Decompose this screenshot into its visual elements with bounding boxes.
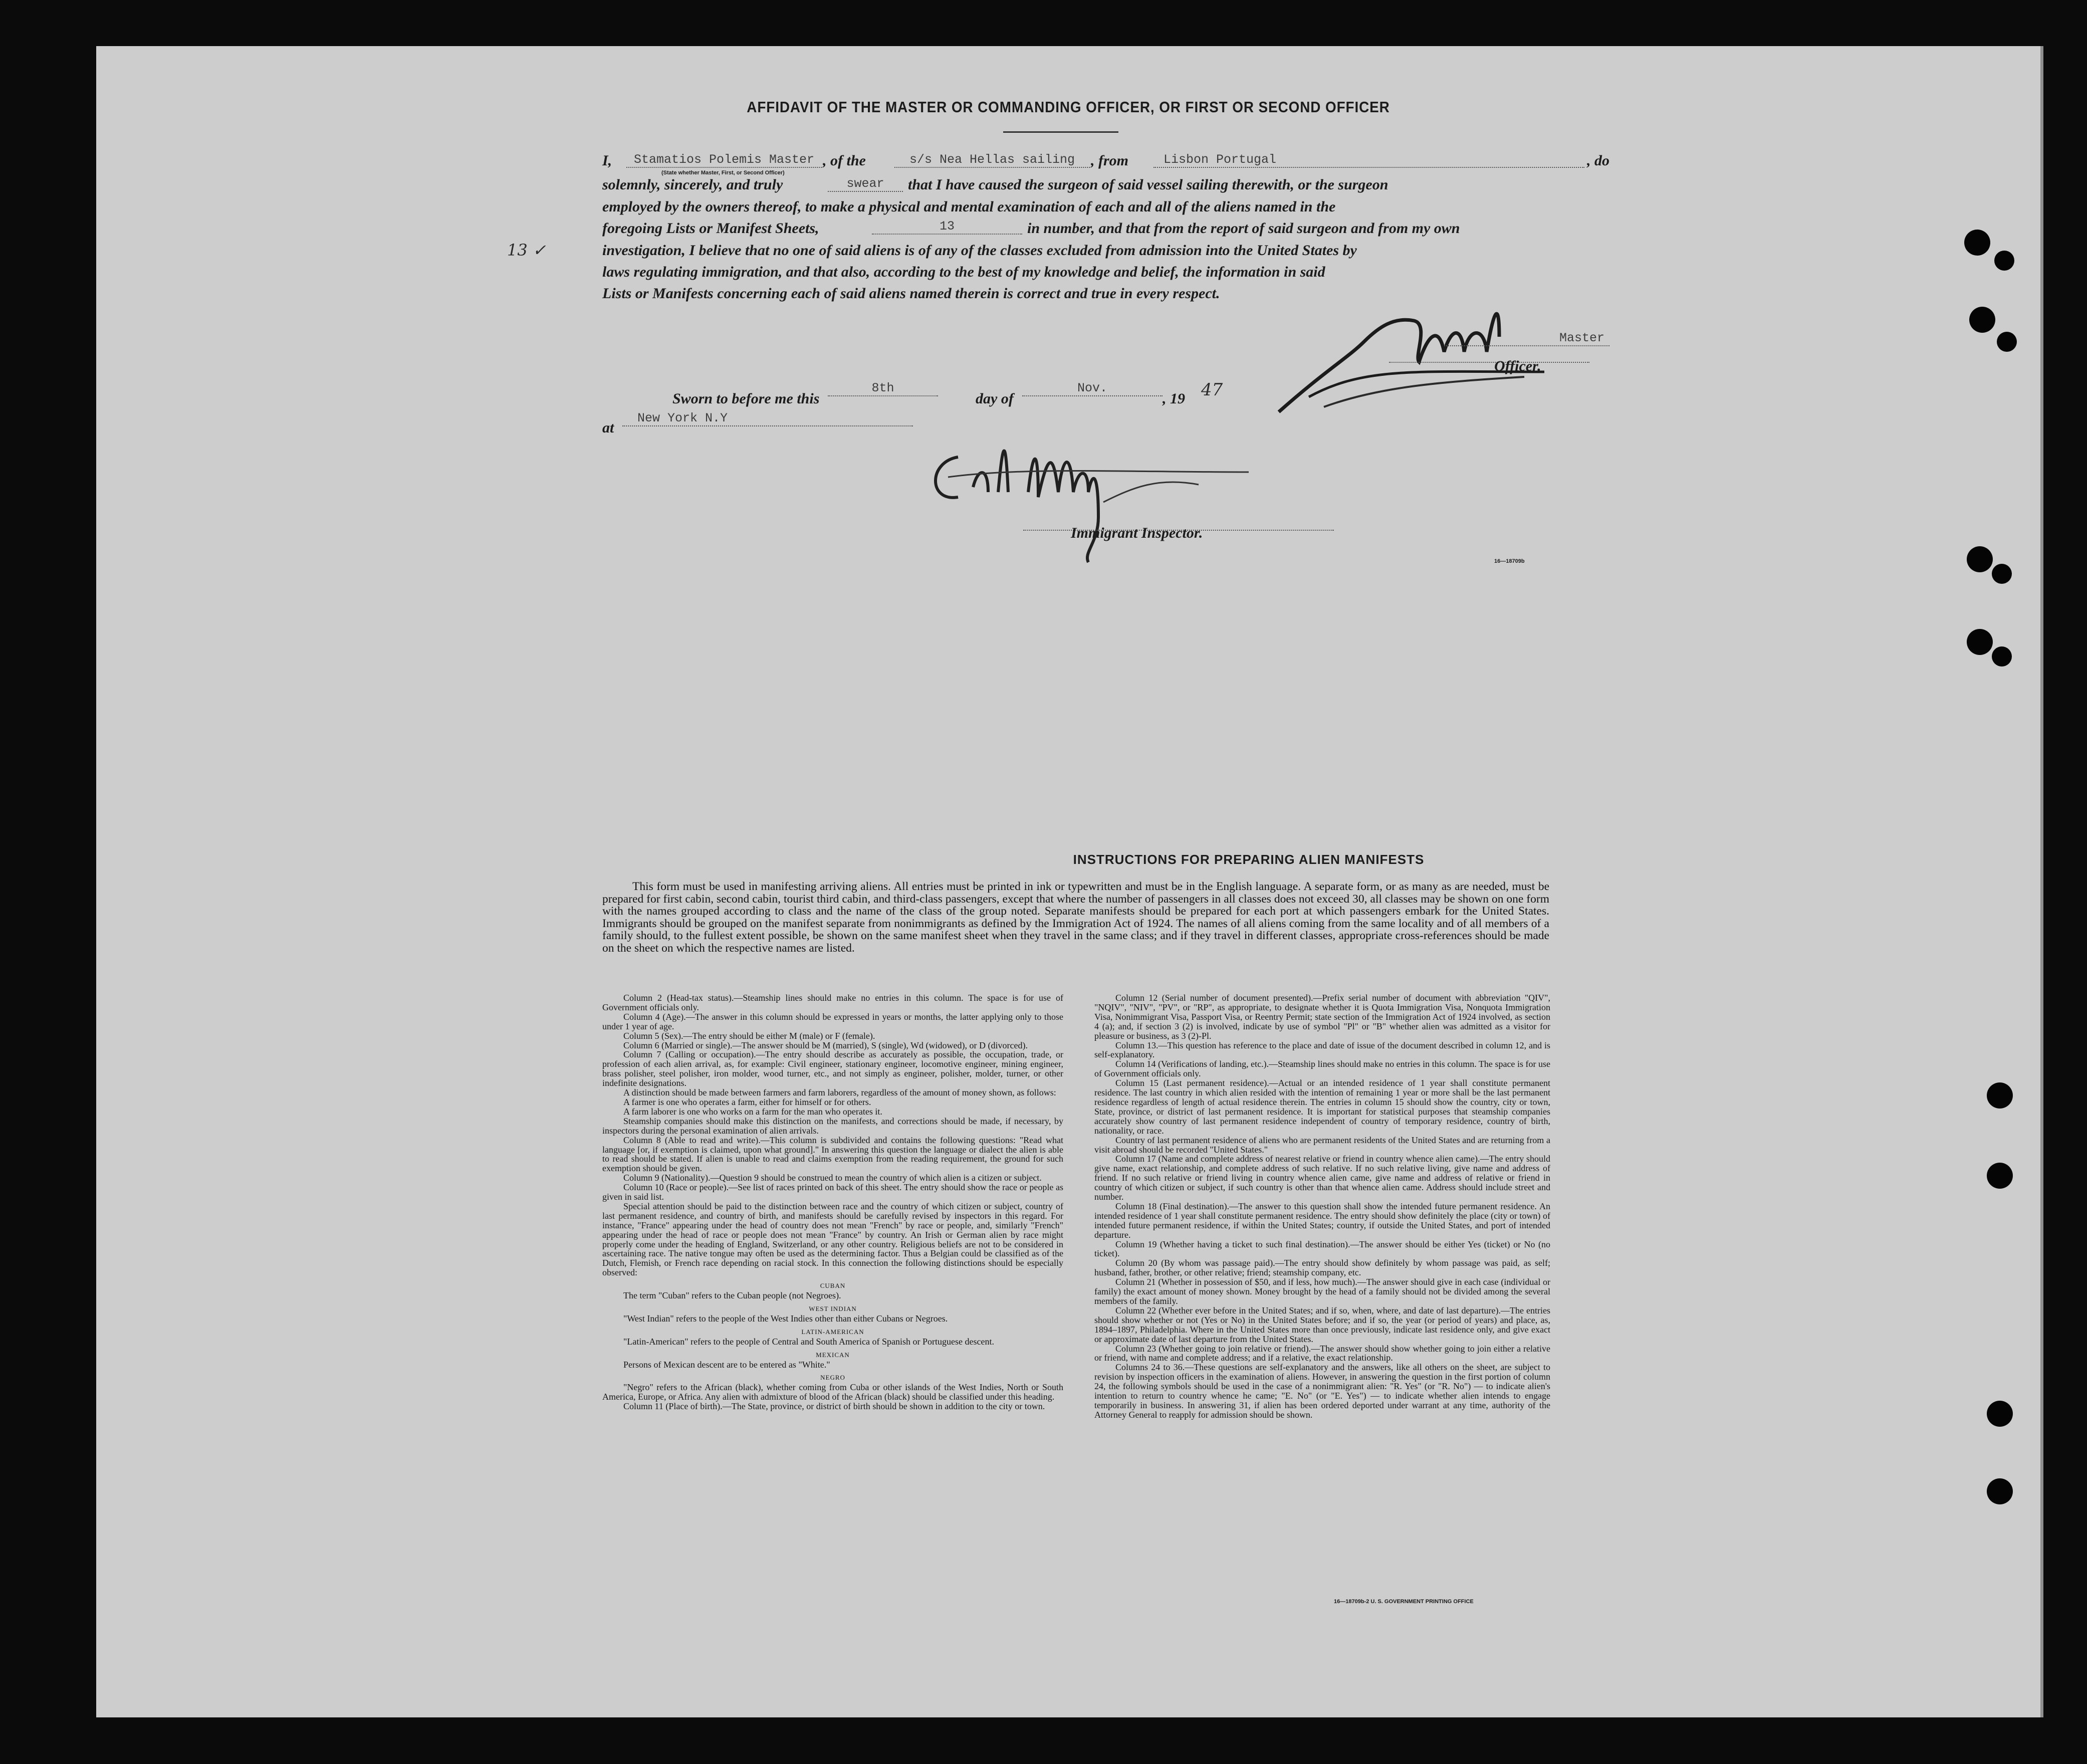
from-label: , from — [1091, 152, 1128, 169]
punch-hole — [1992, 646, 2012, 667]
instruction-paragraph: Column 14 (Verifications of landing, etc.).—Steamship lines should make no entries in this column. The space is for use of Government officials only. — [1094, 1059, 1550, 1079]
at-label: at — [602, 419, 614, 436]
punch-hole — [1997, 332, 2017, 352]
instruction-paragraph: Column 11 (Place of birth).—The State, province, or district of birth should be shown in addition to the city or town. — [623, 1401, 1045, 1412]
instruction-paragraph: Column 18 (Final destination).—The answer to this question shall show the intended future permanent residence. An intended residence of 1 year shall constitute permanent residence. The entry should show definitely the place (city or town) of intended future permanent residence, if within the United States; country, if outside the United States, and port of intended departure. — [1094, 1201, 1550, 1240]
instruction-paragraph: Column 9 (Nationality).—Question 9 should be construed to mean the country of which alien is a citizen or subject. — [623, 1173, 1042, 1183]
instructions-left-column — [602, 993, 1063, 1411]
sheet-count-field: 13 — [872, 219, 1022, 235]
instruction-paragraph: Column 17 (Name and complete address of nearest relative or friend in country whence alien came).—The entry should give name, exact relationship, and complete address of such relative. If no such relative living, give name and address of friend. If no such relative or friend living in country whence alien came, give name and address of relative or friend in country of which citizen or subject, if such country is other than that whence alien came. Address should include street and number. — [1094, 1154, 1550, 1202]
instruction-paragraph: "West Indian" refers to the people of the West Indies other than either Cubans or Negroes. — [623, 1313, 948, 1324]
instruction-paragraph: Column 10 (Race or people).—See list of races printed on back of this sheet. The entry should show the race or people as given in said list. — [602, 1182, 1063, 1202]
affidavit-title: AFFIDAVIT OF THE MASTER OR COMMANDING OFFICER, OR FIRST OR SECOND OFFICER — [747, 98, 1390, 116]
officer-rank-field: Master — [1444, 331, 1609, 346]
instruction-paragraph: The term "Cuban" refers to the Cuban people (not Negroes). — [623, 1290, 841, 1301]
inspector-signature — [898, 427, 1399, 577]
instruction-paragraph: Column 8 (Able to read and write).—This column is subdivided and contains the following questions: "Read what language [or, if exemption is claimed, upon what ground]." In answering this question the language or dialect the alien is able to read should be stated. If alien is unable to read and claims exemption from the reading requirement, the ground for such exemption should be given. — [602, 1135, 1063, 1174]
affidavit-line-6: laws regulating immigration, and that also, according to the best of my knowledge and belief, the information in said — [602, 264, 1325, 280]
punch-hole — [1987, 1478, 2013, 1504]
of-the-label: , of the — [823, 152, 866, 169]
punch-hole — [1969, 307, 1995, 333]
section-heading: CUBAN — [820, 1282, 846, 1290]
punch-hole — [1967, 629, 1993, 655]
instructions-right-column — [1094, 993, 1550, 1420]
instruction-paragraph: Column 23 (Whether going to join relative or friend).—The answer should show whether going to join either a relative or friend, with name and complete address; and if a relative, the exact relationship. — [1094, 1343, 1550, 1363]
do-label: , do — [1587, 152, 1609, 169]
port-field: Lisbon Portugal — [1153, 152, 1584, 168]
day-of-label: day of — [976, 390, 1014, 407]
instruction-paragraph: A farm laborer is one who works on a farm for the man who operates it. — [623, 1106, 882, 1117]
officer-label: Officer. — [1494, 358, 1541, 374]
year-handwritten: 47 — [1201, 380, 1223, 400]
instruction-paragraph: A farmer is one who operates a farm, either for himself or for others. — [623, 1096, 871, 1107]
oath-word-field: swear — [828, 176, 903, 192]
section-heading: NEGRO — [820, 1374, 845, 1382]
punch-hole — [1994, 251, 2014, 271]
instruction-paragraph: Column 5 (Sex).—The entry should be either M (male) or F (female). — [623, 1030, 875, 1041]
instruction-paragraph: "Latin-American" refers to the people of Central and South America of Spanish or Portuguese descent. — [623, 1336, 994, 1347]
instruction-paragraph: "Negro" refers to the African (black), whether coming from Cuba or other islands of the West Indies, North or South America, Europe, or Africa. Any alien with admixture of blood of the African (black) should be classified under this heading. — [602, 1382, 1063, 1402]
instruction-paragraph: Column 21 (Whether in possession of $50, and if less, how much).—The answer should give in each case (individual or family) the exact amount of money shown. Money brought by the head of a family should not be divided among the several members of the family. — [1094, 1277, 1550, 1306]
instruction-paragraph: Steamship companies should make this distinction on the manifests, and corrections should be made, if necessary, by inspectors during the personal examination of alien arrivals. — [602, 1116, 1063, 1136]
instructions-footer-code: 16—18709b-2 U. S. GOVERNMENT PRINTING OFFICE — [1334, 1599, 1474, 1605]
instruction-paragraph: Special attention should be paid to the distinction between race and the country of which citizen or subject, country of last permanent residence, and country of birth, and manifests should be carefully revised by inspectors in this regard. For instance, "France" appearing under the head of country does not mean "French" by race or people, and, similarly "French" appearing under the head of race or people does not mean "France" by country. An Irish or German alien by race might properly come under the heading of England, Switzerland, or any other country. Religious beliefs are not to be considered in ascertaining race. The native tongue may often be used as the determining factor. Thus a Belgian could be classified as of the Dutch, Flemish, or French race depending on racial stock. In this connection the following distinctions should be especially observed: — [602, 1201, 1063, 1278]
affidavit-line-4-start: foregoing Lists or Manifest Sheets, — [602, 220, 819, 237]
instruction-paragraph: Column 13.—This question has reference to the place and date of issue of the document described in column 12, and is self-explanatory. — [1094, 1040, 1550, 1060]
affidavit-line-7: Lists or Manifests concerning each of said aliens named therein is correct and true in every respect. — [602, 285, 1220, 302]
document-page — [96, 46, 2043, 1717]
inspector-label: Immigrant Inspector. — [1071, 525, 1203, 541]
instruction-paragraph: Column 7 (Calling or occupation).—The entry should describe as accurately as possible, the occupation, trade, or profession of each alien arrival, as, for example: Civil engineer, stationary engineer, locomotive engineer, mining engineer, brass polisher, steel polisher, iron molder, wood turner, etc., and not simply as engineer, polisher, molder, turner, or other indefinite designations. — [602, 1049, 1063, 1088]
punch-hole — [1964, 230, 1990, 256]
instruction-paragraph: A distinction should be made between farmers and farm laborers, regardless of the amount of money shown, as follows: — [623, 1087, 1056, 1098]
instruction-paragraph: Column 19 (Whether having a ticket to such final destination).—The answer should be either Yes (ticket) or No (no ticket). — [1094, 1239, 1550, 1259]
punch-hole — [1967, 546, 1993, 572]
instruction-paragraph: Column 4 (Age).—The answer in this column should be expressed in years or months, the latter applying only to those under 1 year of age. — [602, 1011, 1063, 1031]
title-divider — [1003, 131, 1118, 133]
affidavit-i-label: I, — [602, 152, 612, 169]
instruction-paragraph: Column 2 (Head-tax status).—Steamship lines should make no entries in this column. The space is for use of Government officials only. — [602, 993, 1063, 1012]
instruction-paragraph: Column 22 (Whether ever before in the United States; and if so, when, where, and date of last departure).—The entries should show whether or not (Yes or No) in the United States before; and if so, the year (or period of years) and place, as, 1894–1897, Philadelphia. Where in the United States more than once previously, indicate last residence only, and give exact or approximate date of last departure from the United States. — [1094, 1305, 1550, 1344]
instruction-paragraph: Columns 24 to 36.—These questions are self-explanatory and the answers, like all others on the sheet, are subject to revision by inspection officers in the examination of aliens. However, in answering the question in the first portion of column 24, the following symbols should be used in the case of a nonimmigrant alien: "R. Yes" (or "R. No") — to indicate alien's intention to return to country whence he came; "E. No" (or "E. Yes") — to indicate whether alien intends to engage temporarily in business. In answering 31, if alien has been ordered deported under warrant at any time, authority of the Attorney General to reapply for admission should be shown. — [1094, 1362, 1550, 1420]
punch-hole — [1987, 1401, 2013, 1427]
affidavit-form-code: 16—18709b — [1494, 558, 1525, 564]
year-prefix: , 19 — [1163, 390, 1185, 407]
section-heading: WEST INDIAN — [809, 1305, 857, 1312]
sworn-month-field: Nov. — [1022, 381, 1163, 396]
instruction-paragraph: Persons of Mexican descent are to be entered as "White." — [623, 1359, 830, 1370]
instruction-paragraph: Country of last permanent residence of aliens who are permanent residents of the United States and are returning from a visit abroad should be recorded "United States." — [1094, 1135, 1550, 1155]
officer-signature-line — [1389, 362, 1589, 363]
instructions-intro: This form must be used in manifesting arriving aliens. All entries must be printed in ink or typewritten and must be in the English language. A separate form, or as many as are needed, must be prepared for first cabin, second cabin, tourist third cabin, and third-class passengers, except that where the number of passengers in all classes does not exceed 30, all classes may be shown on one form with the names grouped according to class and the name of the class of the group noted. Separate manifests should be prepared for each port at which passengers embark for the United States. Immigrants should be grouped on the manifest separate from nonimmigrants as defined by the Immigration Act of 1924. The names of all aliens coming from the same locality and of all members of a family should, to the fullest extent possible, be shown on the same manifest sheet when they travel in the same class; and if they travel in different classes, appropriate cross-references should be made on the sheet on which the respective names are listed. — [602, 880, 1549, 955]
officer-rank-note: (State whether Master, First, or Second Officer) — [661, 170, 785, 176]
instruction-paragraph: Column 15 (Last permanent residence).—Actual or an intended residence of 1 year shall constitute permanent residence. The last country in which alien resided with the intention of remaining 1 year or more shall be the last permanent residence regardless of length of actual residence therein. The entries in column 15 should show the country, city or town, State, province, or district of last permanent residence. It is important for statistical purposes that steamship companies accurately show country of last permanent residence independent of country of temporary residence, country of birth, nationality, or race. — [1094, 1078, 1550, 1136]
instruction-paragraph: Column 6 (Married or single).—The answer should be M (married), S (single), Wd (widowed), or D (divorced). — [623, 1040, 1028, 1050]
section-heading: LATIN-AMERICAN — [801, 1328, 864, 1336]
punch-hole — [1992, 564, 2012, 584]
affidavit-line-3: employed by the owners thereof, to make a physical and mental examination of each and all of the aliens named in the — [602, 198, 1336, 215]
section-heading: MEXICAN — [816, 1351, 850, 1359]
affidavit-line-4-end: in number, and that from the report of said surgeon and from my own — [1027, 220, 1460, 237]
sworn-day-field: 8th — [828, 381, 938, 396]
margin-note: 13 ✓ — [507, 241, 546, 260]
affidavit-line-2-start: solemnly, sincerely, and truly — [602, 176, 783, 193]
instructions-title: INSTRUCTIONS FOR PREPARING ALIEN MANIFESTS — [1073, 852, 1425, 867]
sworn-label: Sworn to before me this — [672, 390, 820, 407]
punch-hole — [1987, 1163, 2013, 1189]
punch-hole — [1987, 1082, 2013, 1109]
location-field: New York N.Y — [622, 411, 913, 426]
vessel-field: s/s Nea Hellas sailing — [894, 152, 1090, 168]
affidavit-line-2-end: that I have caused the surgeon of said vessel sailing therewith, or the surgeon — [908, 176, 1388, 193]
officer-name-field: Stamatios Polemis Master — [626, 152, 822, 168]
instruction-paragraph: Column 20 (By whom was passage paid).—The entry should show definitely by whom passage was paid, as self; husband, father, brother, or other relative; friend; steamship company, etc. — [1094, 1258, 1550, 1278]
instruction-paragraph: Column 12 (Serial number of document presented).—Prefix serial number of document with abbreviation "QIV", "NQIV", "NIV", "PV", or "RP", as appropriate, to designate whether it is Quota Immigration Visa, Nonquota Immigration Visa, Nonimmigrant Visa, Passport Visa, or Reentry Permit; state section of the Immigration Act of 1924 involved, as section 4 (a); and, if section 3 (2) is involved, indicate by use of symbol "Pl" or "B" whether alien was admitted as a visitor for pleasure or business, as 3 (2)-Pl. — [1094, 993, 1550, 1041]
affidavit-line-5: investigation, I believe that no one of said aliens is of any of the classes excluded from admission into the United States by — [602, 242, 1357, 259]
